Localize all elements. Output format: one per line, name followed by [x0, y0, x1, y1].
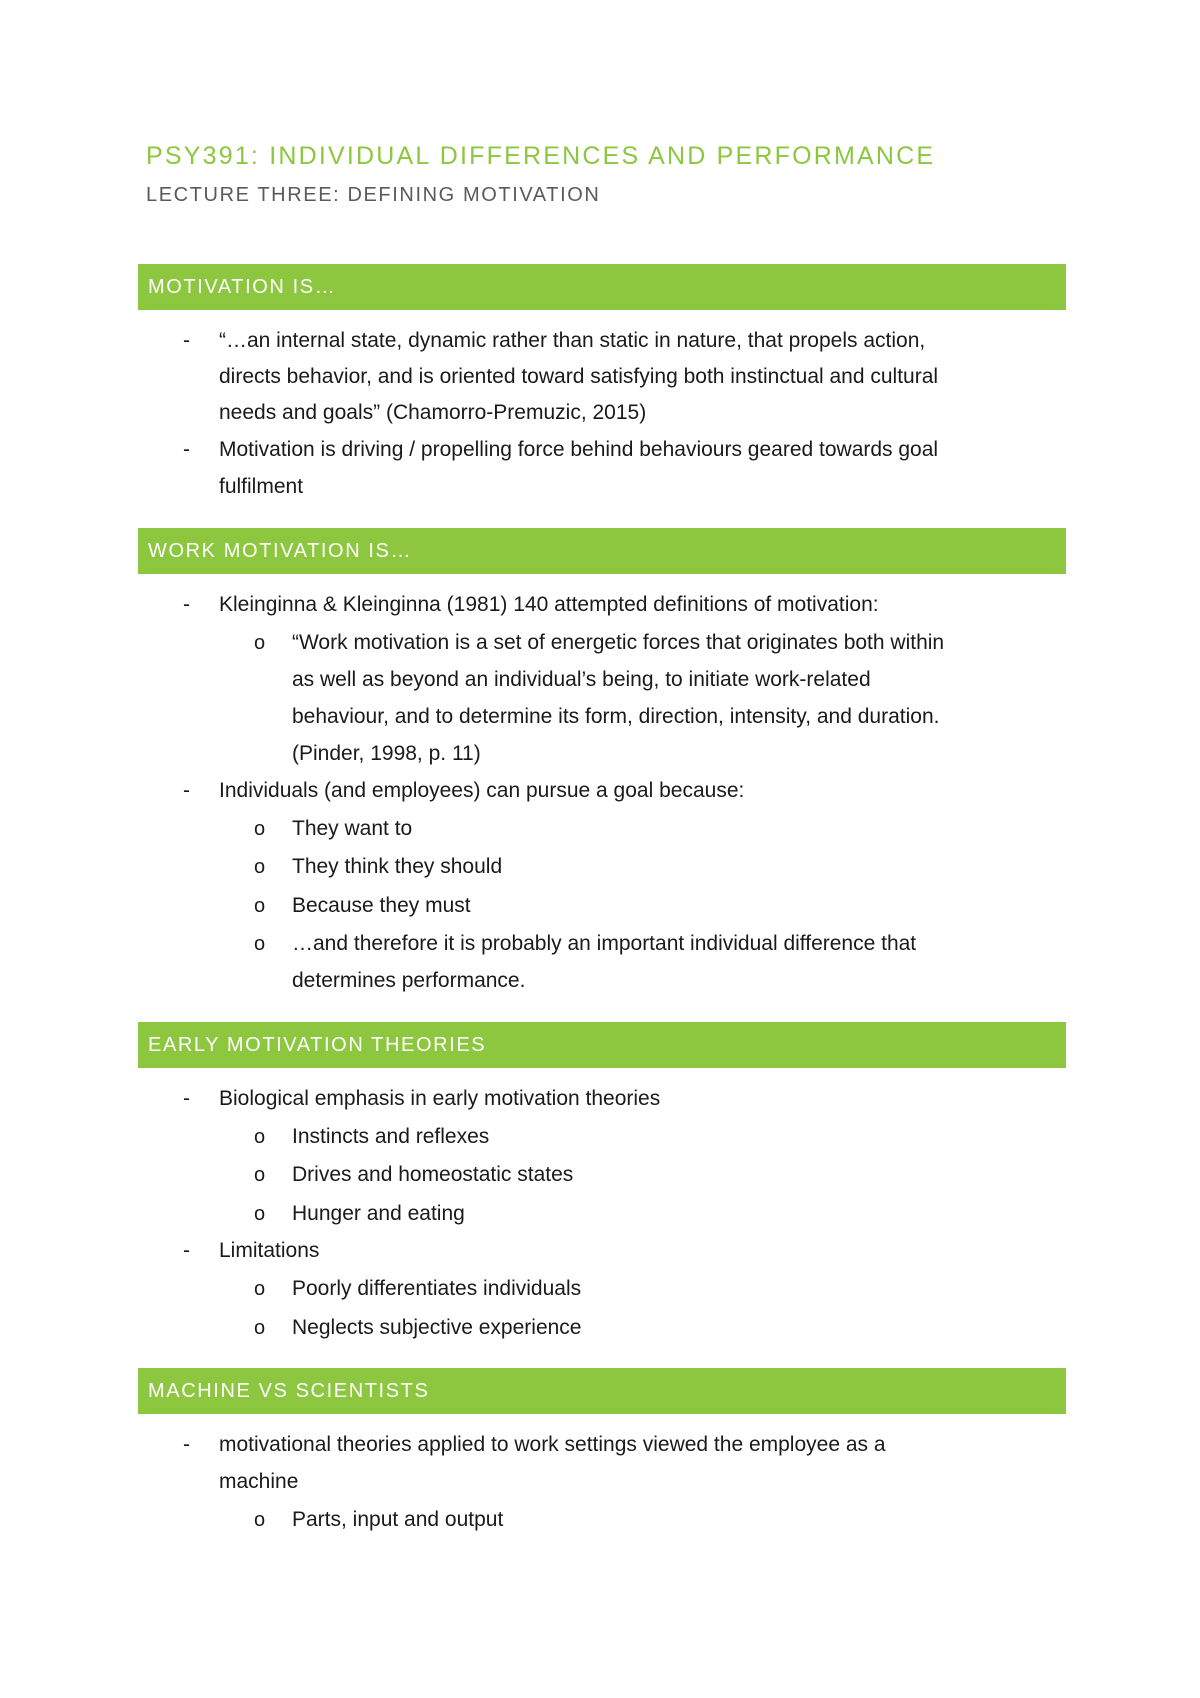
bullet-circle: o: [254, 895, 266, 917]
document-title: PSY391: INDIVIDUAL DIFFERENCES AND PERFORMANCE: [146, 142, 936, 170]
section-heading-machine-vs-scientists: [138, 1368, 1066, 1414]
paragraph-line: behaviour, and to determine its form, direction, intensity, and duration.: [292, 705, 940, 728]
paragraph-line: They think they should: [292, 855, 503, 878]
paragraph-line: Biological emphasis in early motivation theories: [219, 1087, 661, 1110]
paragraph-line: as well as beyond an individual’s being, to initiate work-related: [292, 668, 871, 691]
bullet-circle: o: [254, 1126, 266, 1148]
section-heading-label: MOTIVATION IS…: [148, 276, 337, 298]
section-heading-early-theories: [138, 1022, 1066, 1068]
bullet-circle: o: [254, 632, 266, 654]
section-heading-label: MACHINE VS SCIENTISTS: [148, 1380, 430, 1402]
bullet-dash: -: [183, 593, 190, 616]
paragraph-line: Neglects subjective experience: [292, 1316, 582, 1339]
bullet-circle: o: [254, 1317, 266, 1339]
bullet-dash: -: [183, 329, 190, 352]
paragraph-line: They want to: [292, 817, 413, 840]
paragraph-line: motivational theories applied to work settings viewed the employee as a: [219, 1433, 886, 1456]
paragraph-line: Parts, input and output: [292, 1508, 504, 1531]
bullet-circle: o: [254, 933, 266, 955]
paragraph-line: Kleinginna & Kleinginna (1981) 140 attempted definitions of motivation:: [219, 593, 879, 616]
paragraph-line: Poorly differentiates individuals: [292, 1277, 582, 1300]
paragraph-line: fulfilment: [219, 475, 304, 498]
bullet-dash: -: [183, 1087, 190, 1110]
paragraph-line: …and therefore it is probably an important individual difference that: [292, 932, 917, 955]
paragraph-line: “…an internal state, dynamic rather than static in nature, that propels action,: [219, 329, 926, 352]
bullet-dash: -: [183, 1239, 190, 1262]
paragraph-line: Limitations: [219, 1239, 320, 1262]
paragraph-line: machine: [219, 1470, 299, 1493]
section-heading-motivation: [138, 264, 1066, 310]
paragraph-line: Motivation is driving / propelling force behind behaviours geared towards goal: [219, 438, 939, 461]
paragraph-line: needs and goals” (Chamorro-Premuzic, 2015): [219, 401, 647, 424]
paragraph-line: “Work motivation is a set of energetic forces that originates both within: [292, 631, 945, 654]
paragraph-line: Because they must: [292, 894, 471, 917]
bullet-dash: -: [183, 1433, 190, 1456]
paragraph-line: (Pinder, 1998, p. 11): [292, 742, 481, 765]
bullet-circle: o: [254, 1164, 266, 1186]
paragraph-line: directs behavior, and is oriented toward satisfying both instinctual and cultural: [219, 365, 939, 388]
bullet-circle: o: [254, 856, 266, 878]
bullet-circle: o: [254, 1203, 266, 1225]
document-subtitle: LECTURE THREE: DEFINING MOTIVATION: [146, 184, 601, 206]
section-heading-work-motivation: [138, 528, 1066, 574]
bullet-dash: -: [183, 779, 190, 802]
bullet-circle: o: [254, 1509, 266, 1531]
paragraph-line: determines performance.: [292, 969, 526, 992]
bullet-circle: o: [254, 1278, 266, 1300]
bullet-dash: -: [183, 438, 190, 461]
bullet-circle: o: [254, 818, 266, 840]
paragraph-line: Instincts and reflexes: [292, 1125, 490, 1148]
paragraph-line: Drives and homeostatic states: [292, 1163, 574, 1186]
section-heading-label: EARLY MOTIVATION THEORIES: [148, 1034, 487, 1056]
paragraph-line: Hunger and eating: [292, 1202, 465, 1225]
paragraph-line: Individuals (and employees) can pursue a goal because:: [219, 779, 745, 802]
section-heading-label: WORK MOTIVATION IS…: [148, 540, 413, 562]
